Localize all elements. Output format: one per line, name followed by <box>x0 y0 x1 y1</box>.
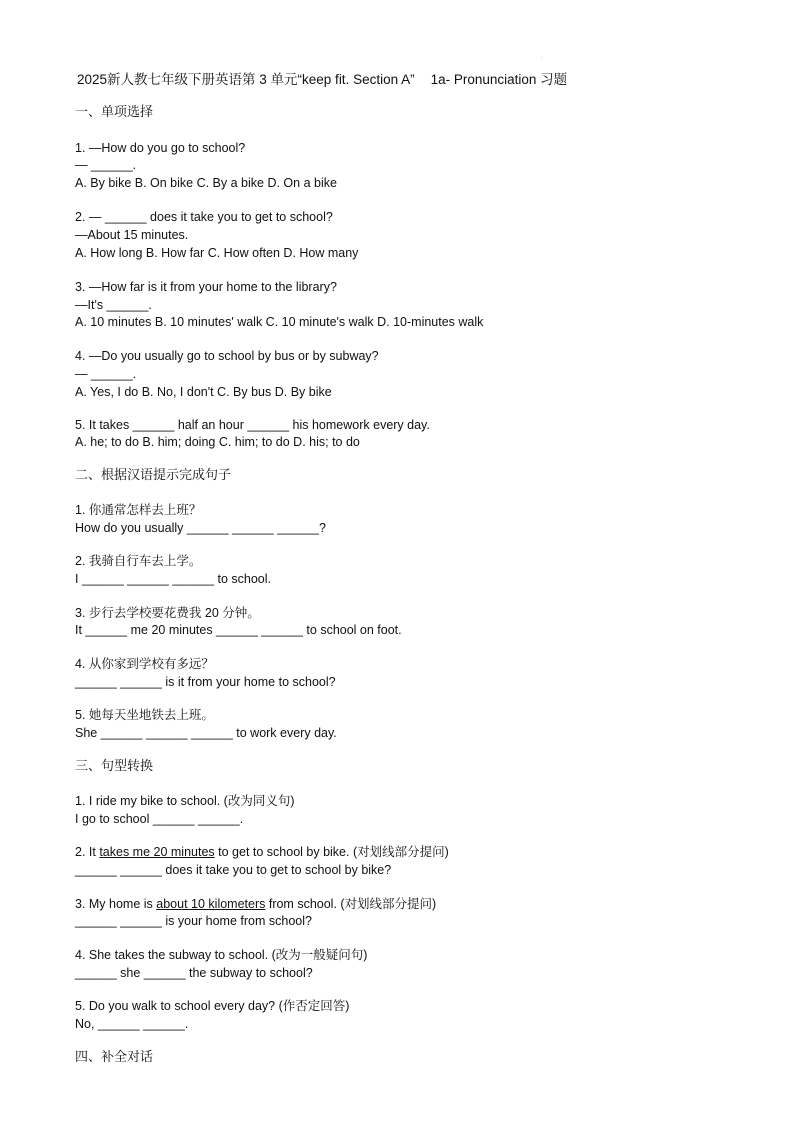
s1-q2-question: 2. — ______ does it take you to get to school? <box>75 210 333 224</box>
s1-q3-answer: —It's ______. <box>75 298 152 312</box>
section-heading-1: 一、单项选择 <box>75 104 154 119</box>
s1-q3-question: 3. —How far is it from your home to the library? <box>75 280 337 294</box>
s2-q5-english: She ______ ______ ______ to work every day. <box>75 726 337 740</box>
s2-q3-chinese: 3. 步行去学校要花费我 20 分钟。 <box>75 606 260 620</box>
s3-q3-question <box>75 896 436 912</box>
title-sub: 1a- Pronunciation 习题 <box>430 72 568 87</box>
corner-mark: . <box>541 54 543 60</box>
s1-q4-options: A. Yes, I do B. No, I don't C. By bus D. By bike <box>75 385 332 399</box>
s3-q2-prefix: 2. It <box>75 845 100 859</box>
s3-q3-underlined: about 10 kilometers <box>156 897 266 911</box>
s3-q4-question: 4. She takes the subway to school. (改为一般疑问句) <box>75 948 368 962</box>
s1-q2-options: A. How long B. How far C. How often D. How many <box>75 246 359 260</box>
s3-q2-answer: ______ ______ does it take you to get to school by bike? <box>75 863 392 877</box>
s2-q1-english: How do you usually ______ ______ ______? <box>75 521 326 535</box>
s1-q4-answer: — ______. <box>75 367 137 381</box>
s1-q2-answer: —About 15 minutes. <box>75 228 189 242</box>
section-heading-4: 四、补全对话 <box>75 1049 154 1064</box>
s3-q3-prefix: 3. My home is <box>75 897 157 911</box>
s3-q2-suffix: to get to school by bike. (对划线部分提问) <box>214 845 449 859</box>
s2-q4-english: ______ ______ is it from your home to school? <box>75 675 336 689</box>
page-title <box>77 68 567 88</box>
s1-q1-question: 1. —How do you go to school? <box>75 141 246 155</box>
s1-q5-options: A. he; to do B. him; doing C. him; to do D. his; to do <box>75 435 360 449</box>
s2-q5-chinese: 5. 她每天坐地铁去上班。 <box>75 708 214 722</box>
s3-q5-question: 5. Do you walk to school every day? (作否定回答) <box>75 999 350 1013</box>
s3-q4-answer: ______ she ______ the subway to school? <box>75 966 313 980</box>
section-heading-2: 二、根据汉语提示完成句子 <box>75 467 232 482</box>
s3-q2-underlined: takes me 20 minutes <box>99 845 215 859</box>
s1-q4-question: 4. —Do you usually go to school by bus or by subway? <box>75 349 379 363</box>
s2-q4-chinese: 4. 从你家到学校有多远？ <box>75 657 214 671</box>
s1-q1-options: A. By bike B. On bike C. By a bike D. On a bike <box>75 176 337 190</box>
title-main: 2025新人教七年级下册英语第 3 单元“keep fit. Section A” <box>77 72 415 87</box>
section-heading-3: 三、句型转换 <box>75 758 154 773</box>
s1-q1-answer: — ______. <box>75 158 137 172</box>
s3-q1-answer: I go to school ______ ______. <box>75 812 244 826</box>
s3-q2-question <box>75 844 449 860</box>
s2-q2-chinese: 2. 我骑自行车去上学。 <box>75 554 202 568</box>
s1-q3-options: A. 10 minutes B. 10 minutes' walk C. 10 minute's walk D. 10-minutes walk <box>75 315 484 329</box>
s3-q5-answer: No, ______ ______. <box>75 1017 189 1031</box>
s3-q3-suffix: from school. (对划线部分提问) <box>265 897 437 911</box>
s3-q1-question: 1. I ride my bike to school. (改为同义句) <box>75 794 295 808</box>
s3-q3-answer: ______ ______ is your home from school? <box>75 914 312 928</box>
s2-q2-english: I ______ ______ ______ to school. <box>75 572 272 586</box>
s2-q1-chinese: 1. 你通常怎样去上班？ <box>75 503 202 517</box>
s1-q5-question: 5. It takes ______ half an hour ______ his homework every day. <box>75 418 430 432</box>
s2-q3-english: It ______ me 20 minutes ______ ______ to school on foot. <box>75 623 402 637</box>
